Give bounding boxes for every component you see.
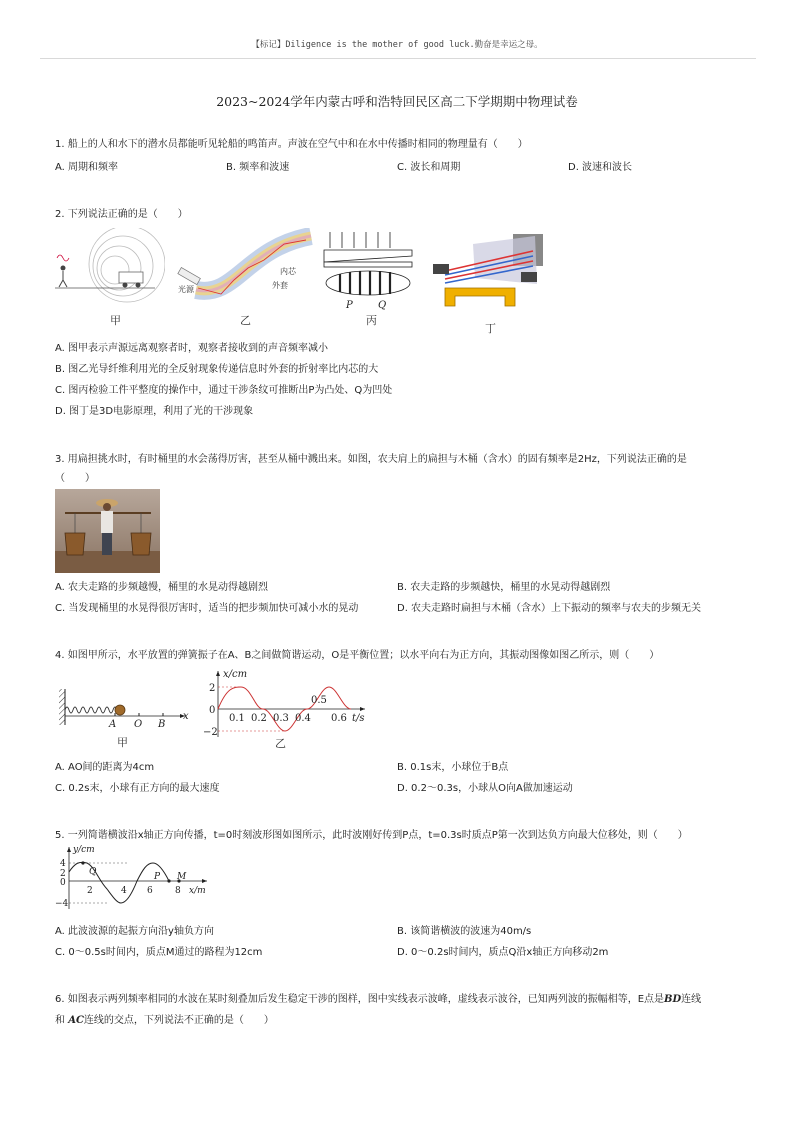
q2-label-ding: 丁 [485, 322, 496, 335]
q5-option-c[interactable]: C. 0～0.5s时间内，质点M通过的路程为12cm [55, 947, 263, 958]
q3-option-a[interactable]: A. 农夫走路的步频越慢，桶里的水晃动得越剧烈 [55, 582, 269, 593]
q2-option-b[interactable]: B. 图乙光导纤维利用光的全反射现象传递信息时外套的折射率比内芯的大 [55, 364, 379, 375]
q4-axis-t-label: t/s [352, 713, 365, 724]
q2-label-q: Q [378, 300, 387, 311]
q2-option-c[interactable]: C. 图丙检验工件平整度的操作中，通过干涉条纹可推断出P为凸处、Q为凹处 [55, 385, 393, 396]
page-title: 2023~2024学年内蒙古呼和浩特回民区高二下学期期中物理试卷 [216, 94, 578, 109]
q5-stem: 5. 一列简谐横波沿x轴正方向传播，t=0时刻波形图如图所示，此时波刚好传到P点，t=0.3s时质点P第一次到达负方向最大位移处，则（ ） [55, 830, 688, 841]
q5-option-b[interactable]: B. 该简谐横波的波速为40m/s [397, 926, 532, 937]
q4-tick-t6: 0.6 [331, 713, 347, 724]
q5-label-m: M [177, 872, 187, 882]
q2-label-yi: 乙 [240, 314, 251, 327]
q2-figure-interference [320, 228, 420, 328]
q5-option-a[interactable]: A. 此波波源的起振方向沿y轴负方向 [55, 926, 214, 937]
q4-label-a: A [109, 719, 117, 730]
q4-tick-y0: 0 [209, 705, 216, 716]
q2-figure-fiber [176, 228, 316, 328]
q2-figure-doppler [55, 228, 165, 328]
q4-tick-t1: 0.1 [229, 713, 245, 724]
q3-option-d[interactable]: D. 农夫走路时扁担与木桶（含水）上下振动的频率与农夫的步频无关 [397, 603, 702, 614]
q5-label-q: Q [89, 867, 97, 877]
q2-label-bing: 丙 [366, 314, 377, 327]
q4-tick-t4: 0.4 [295, 713, 311, 724]
header-divider [40, 58, 756, 59]
q4-label-o: O [134, 719, 143, 730]
q4-option-c[interactable]: C. 0.2s末，小球有正方向的最大速度 [55, 783, 220, 794]
q1-option-b[interactable]: B. 频率和波速 [226, 162, 290, 173]
q6-stem-text-1: 6. 如图表示两列频率相同的水波在某时刻叠加后发生稳定干涉的图样，图中实线表示波峰，虚线表示波谷，已知两列波的振幅相等，E点是 [55, 994, 665, 1005]
q3-stem-line2: （ ） [55, 473, 95, 484]
q5-tick-x4: 4 [121, 886, 127, 896]
q5-label-p: P [154, 872, 161, 882]
q5-tick-y4: 4 [60, 859, 66, 869]
q2-label-cladding: 外套 [272, 281, 288, 290]
q2-option-d[interactable]: D. 图丁是3D电影原理，利用了光的干涉现象 [55, 406, 254, 417]
q4-tick-yn2: −2 [203, 727, 218, 738]
q5-figure-waveform [55, 843, 215, 913]
q2-label-p: P [346, 300, 353, 311]
q6-segment-ac: AC [68, 1015, 84, 1026]
q3-stem-line1: 3. 用扁担挑水时，有时桶里的水会荡得厉害，甚至从桶中溅出来。如图，农夫肩上的扁担与木桶（含水）的固有频率是2Hz，下列说法正确的是 [55, 454, 687, 465]
q2-label-core: 内芯 [280, 267, 296, 276]
q5-tick-x8: 8 [175, 886, 181, 896]
q6-stem-line2 [55, 1013, 755, 1028]
q4-label-jia: 甲 [117, 736, 128, 749]
q1-option-a[interactable]: A. 周期和频率 [55, 162, 119, 173]
q5-tick-y2: 2 [60, 869, 66, 879]
q5-tick-y0: 0 [60, 878, 66, 888]
q4-option-a[interactable]: A. AO间的距离为4cm [55, 762, 155, 773]
q4-tick-t3: 0.3 [273, 713, 289, 724]
q5-tick-x2: 2 [87, 886, 93, 896]
q5-axis-y-label: y/cm [73, 845, 95, 855]
q4-tick-t2: 0.2 [251, 713, 267, 724]
q4-tick-t5: 0.5 [311, 695, 327, 706]
q1-option-c[interactable]: C. 波长和周期 [397, 162, 461, 173]
q2-label-jia: 甲 [110, 314, 121, 327]
q1-option-d[interactable]: D. 波速和波长 [568, 162, 633, 173]
q5-option-d[interactable]: D. 0～0.2s时间内，质点Q沿x轴正方向移动2m [397, 947, 609, 958]
header-note: 【标记】Diligence is the mother of good luck.勤奋是幸运之母。 [251, 40, 543, 50]
q5-tick-yn4: −4 [55, 899, 69, 909]
q6-stem-text-1b: 连线 [681, 994, 702, 1005]
q4-figure [55, 667, 375, 753]
q3-option-b[interactable]: B. 农夫走路的步频越快，桶里的水晃动得越剧烈 [397, 582, 611, 593]
q5-axis-x-label: x/m [189, 886, 206, 896]
q4-option-d[interactable]: D. 0.2～0.3s，小球从O向A做加速运动 [397, 783, 573, 794]
q4-label-yi: 乙 [275, 737, 286, 750]
q4-tick-y2: 2 [209, 683, 216, 694]
q2-stem: 2. 下列说法正确的是（ ） [55, 209, 188, 220]
q4-stem: 4. 如图甲所示，水平放置的弹簧振子在A、B之间做简谐运动，O是平衡位置；以水平向右为正方向，其振动图像如图乙所示，则（ ） [55, 650, 660, 661]
q6-stem-line1 [55, 992, 755, 1007]
q6-segment-bd: BD [664, 994, 682, 1005]
q5-tick-x6: 6 [147, 886, 153, 896]
q2-label-light-source: 光源 [178, 285, 194, 294]
q1-stem: 1. 船上的人和水下的潜水员都能听见轮船的鸣笛声。声波在空气中和在水中传播时相同的物理量有（ ） [55, 139, 528, 150]
q6-stem-text-2b: 连线的交点，下列说法不正确的是（ ） [83, 1015, 274, 1026]
q4-label-x: x [183, 711, 189, 722]
q3-photo-farmer [55, 489, 160, 573]
q6-stem-text-2a: 和 [55, 1015, 69, 1026]
q3-option-c[interactable]: C. 当发现桶里的水晃得很厉害时，适当的把步频加快可减小水的晃动 [55, 603, 359, 614]
q2-option-a[interactable]: A. 图甲表示声源远离观察者时，观察者接收到的声音频率减小 [55, 343, 329, 354]
q4-axis-y-label: x/cm [223, 669, 248, 680]
q2-figure-3d-cinema [425, 226, 550, 336]
q4-label-b: B [158, 719, 166, 730]
q4-option-b[interactable]: B. 0.1s末，小球位于B点 [397, 762, 509, 773]
